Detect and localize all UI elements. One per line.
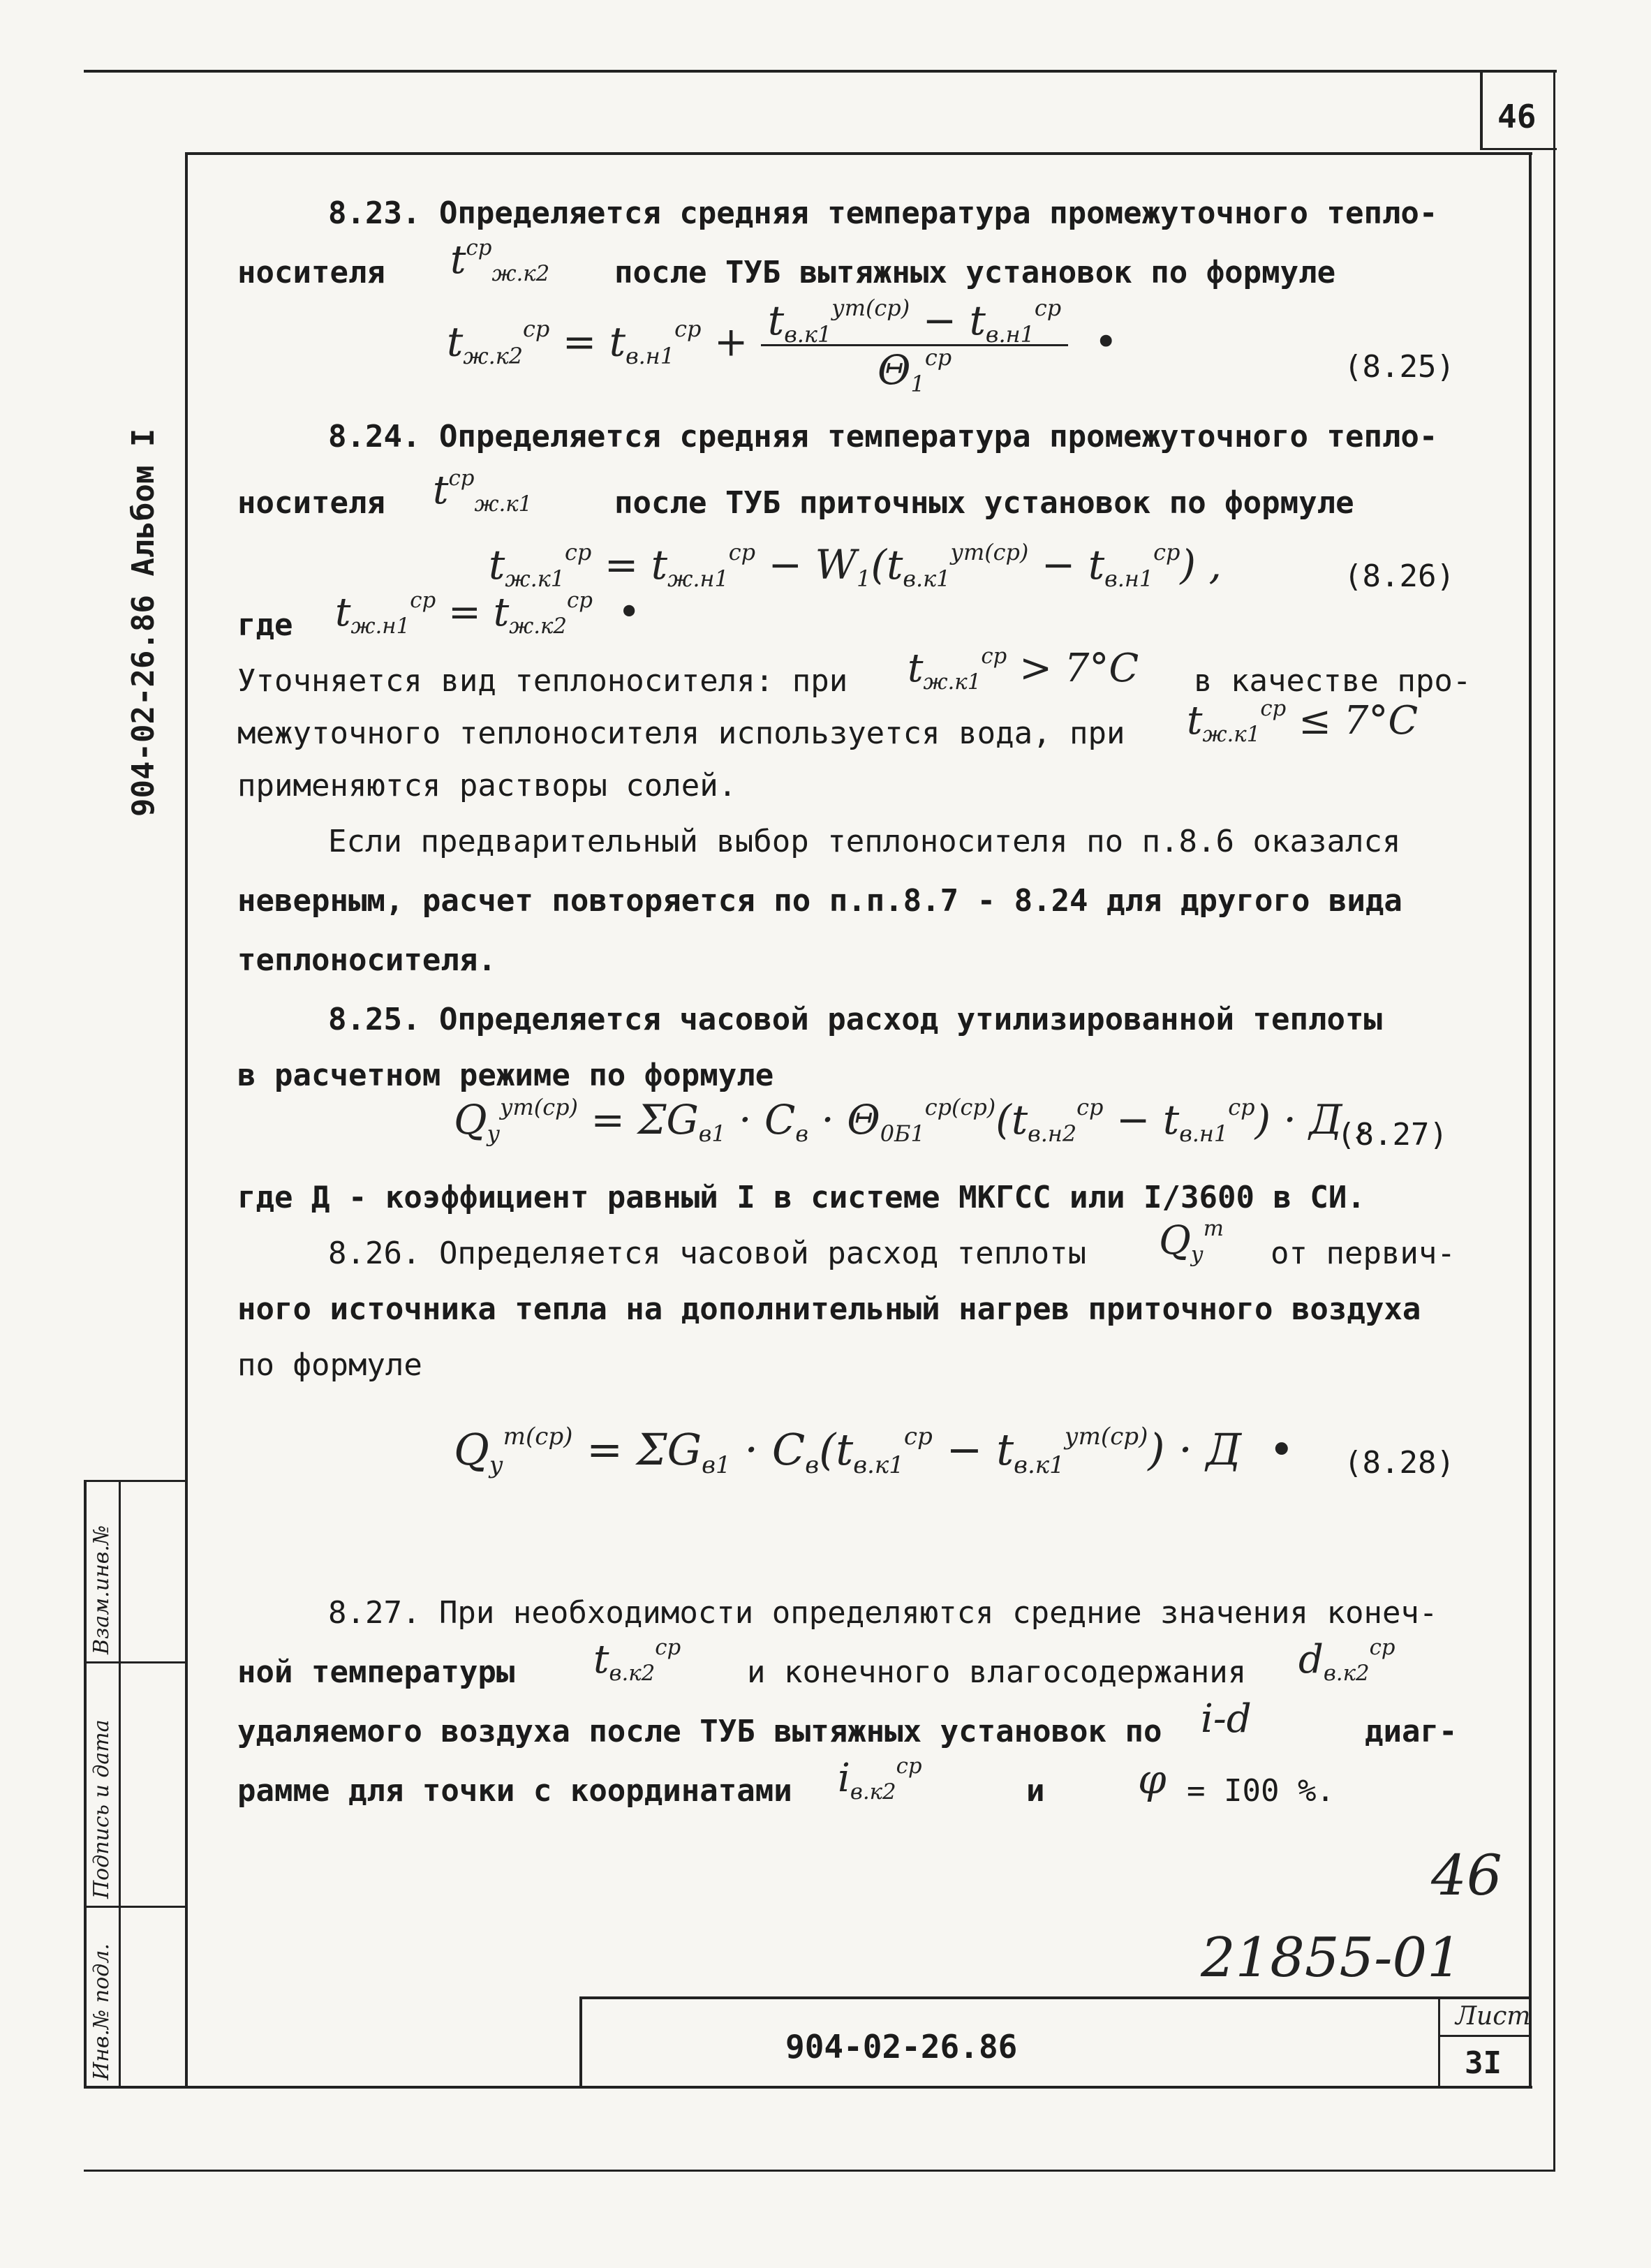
stamp-row-2 — [84, 1661, 187, 1663]
symbol-Q-v: $Qу^т$ — [1159, 1215, 1224, 1267]
stamp-col-line-b — [119, 1480, 121, 2087]
symbol-i-vk2: $iв.к2^{ср}$ — [838, 1753, 922, 1804]
frame-right-outer — [1553, 70, 1555, 2171]
stamp-col-sign: Подпись и дата — [89, 1719, 114, 1899]
p827-line-c1: удаляемого воздуха после ТУБ вытяжных установок по — [237, 1714, 1162, 1749]
p827-line-b2: и конечного влагосодержания — [747, 1654, 1247, 1690]
p823-line-b2: после ТУБ вытяжных установок по формуле — [614, 255, 1336, 290]
p826-line-b: ного источника тепла на дополнительный нагрев приточного воздуха — [237, 1291, 1421, 1327]
p824-line-b1: носителя — [237, 485, 385, 521]
symbol-t-zhk1: $t^{ср}ж.к1$ — [433, 465, 533, 517]
p827-line-b1: ной температуры — [237, 1654, 515, 1690]
frame-bottom — [84, 2086, 1532, 2089]
p827-line-d1: рамме для точки с координатами — [237, 1773, 792, 1809]
page-number-box-left — [1480, 70, 1483, 150]
side-stamp: 904-02-26.86 Альбом I — [126, 428, 161, 817]
spec-line-b1: межуточного теплоносителя используется вода, при — [237, 716, 1125, 751]
symbol-t-vk2: $tв.к2^{ср}$ — [593, 1634, 681, 1686]
p827-line-d3: = I00 %. — [1187, 1773, 1335, 1809]
where1-label: где — [237, 607, 293, 643]
title-block-sheet-line — [1438, 2035, 1530, 2037]
spec-cond-2: $tж.к1^{ср} \le 7^\circ C$ — [1187, 695, 1419, 747]
equation-8-26: $tж.к1^{ср} = tж.н1^{ср} - W1(tв.к1^{ут(ср)} - tв.н1^{ср})$ , — [489, 538, 1222, 593]
where2-line: где Д - коэффициент равный I в системе МКГСС или I/3600 в СИ. — [237, 1180, 1365, 1215]
title-block-doc-code: 904-02-26.86 — [785, 2028, 1018, 2066]
stamp-col-replace: Взам.инв.№ — [89, 1525, 114, 1654]
p825-line-a: 8.25. Определяется часовой расход утилизированной теплоты — [328, 1002, 1382, 1037]
frame-left — [185, 152, 188, 2086]
equation-8-25: $tж.к2^{ср} = tв.н1^{ср}$ + $\frac{tв.к1^{ут(ср)} - tв.н1^{ср}}{\Theta 1^{ср}}$ • — [447, 294, 1118, 398]
page-number-top: 46 — [1497, 98, 1537, 135]
symbol-i-d: i-d — [1201, 1696, 1252, 1742]
spec-line-a2: в качестве про- — [1194, 663, 1472, 699]
title-block-sheet-number: 3I — [1465, 2045, 1502, 2081]
p826-line-a1: 8.26. Определяется часовой расход теплоты — [328, 1236, 1087, 1271]
title-block-divider — [1438, 1996, 1440, 2087]
eq828-number: (8.28) — [1344, 1445, 1455, 1481]
symbol-phi: φ — [1138, 1756, 1167, 1803]
title-block-top — [579, 1996, 1530, 1999]
title-block-sheet-label: Лист — [1456, 2002, 1531, 2031]
if-line-b: неверным, расчет повторяется по п.п.8.7 - 8.24 для другого вида — [237, 883, 1402, 919]
stamp-col-line-a — [84, 1480, 87, 2087]
equation-8-28: $Qу^{т(ср)} = \Sigma Gв1 \cdot Cв(tв.к1^{ср} - tв.к1^{ут(ср)}) \cdot Д$ • — [454, 1423, 1295, 1479]
p826-line-c: по формуле — [237, 1347, 422, 1383]
top-border — [84, 70, 1557, 73]
where1-equation: $tж.н1^{ср} = tж.к2^{ср}$ • — [335, 587, 641, 639]
p824-line-b2: после ТУБ приточных установок по формуле — [614, 485, 1354, 521]
p823-line-b1: носителя — [237, 255, 385, 290]
eq825-number: (8.25) — [1344, 349, 1455, 385]
p827-line-c2: диаг- — [1365, 1714, 1458, 1749]
spec-cond-1: $tж.к1^{ср} > 7^\circ C$ — [908, 643, 1139, 695]
if-line-c: теплоносителя. — [237, 942, 496, 978]
spec-line-c: применяются растворы солей. — [237, 768, 737, 803]
p827-line-a: 8.27. При необходимости определяются средние значения конеч- — [328, 1595, 1438, 1631]
page-number-box-bottom — [1480, 148, 1557, 150]
symbol-t-zhk2: $t^{ср}ж.к2$ — [450, 235, 550, 286]
p823-line-a: 8.23. Определяется средняя температура промежуточного тепло- — [328, 195, 1438, 231]
stamp-col-inv: Инв.№ подл. — [89, 1943, 114, 2080]
eq826-number: (8.26) — [1344, 558, 1455, 594]
frame-bottom-outer — [84, 2170, 1555, 2172]
frame-right — [1529, 152, 1532, 2086]
symbol-d-vk2: $dв.к2^{ср}$ — [1298, 1634, 1395, 1686]
spec-line-a1: Уточняется вид теплоносителя: при — [237, 663, 848, 699]
p826-line-a2: от первич- — [1271, 1236, 1456, 1271]
stamp-row-1 — [84, 1480, 187, 1482]
frame-top — [185, 152, 1532, 155]
p824-line-a: 8.24. Определяется средняя температура промежуточного тепло- — [328, 419, 1438, 454]
stamp-row-3 — [84, 1906, 187, 1908]
handwritten-page-mark: 46 — [1431, 1843, 1502, 1908]
eq827-number: (8.27) — [1337, 1117, 1448, 1152]
equation-8-27: $Qу^{ут(ср)} = \Sigma Gв1$ · Cв · $\Theta 0Б1^{ср(ср)}(tв.н2^{ср} - tв.н1^{ср}) \cdot Д$ , — [454, 1093, 1368, 1148]
p827-line-d2: и — [1026, 1773, 1045, 1809]
p825-line-b: в расчетном режиме по формуле — [237, 1058, 774, 1093]
handwritten-doc-mark: 21855-01 — [1201, 1927, 1462, 1989]
title-block-left — [579, 1996, 582, 2087]
if-line-a: Если предварительный выбор теплоносителя по п.8.6 оказался — [328, 824, 1401, 859]
